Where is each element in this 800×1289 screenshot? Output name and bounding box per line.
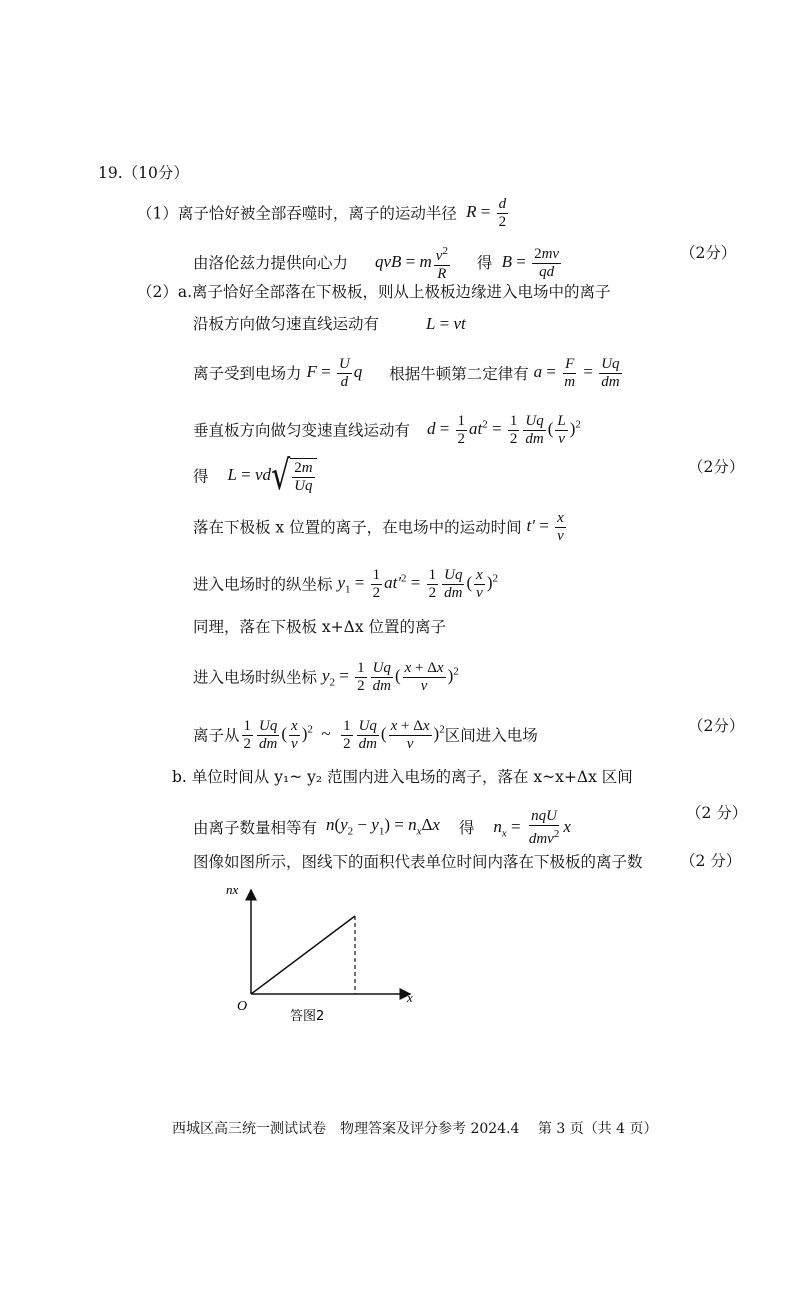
x-axis-label: x [407,990,413,1005]
formula-y1: $y_1$ = $\frac{1}{2}$ $at'^2$ = $\frac{1}{2}$ $\frac{Uq}{dm}$ ( $\frac{x}{v}$ )$^2$ [337,567,498,601]
part2a-label: （2）a. [137,283,193,301]
part2a-text1: 离子恰好全部落在下极板，则从上极板边缘进入电场中的离子 [192,283,611,301]
y-axis-label: nx [226,882,239,897]
formula-L-vt: L = vt [425,314,466,333]
part2a-score1: （2分） [688,458,745,476]
formula-B: B = $\frac{2mv}{qd}$ [501,245,560,280]
formula-d: d = $\frac{1}{2}$ $at^2$ = $\frac{1}{2}$ $\frac{Uq}{dm}$ ( $\frac{L}{v}$ )$^2$ [426,413,581,447]
page-footer: 西城区高三统一测试试卷 物理答案及评分参考 2024.4 第 3 页（共 4 页） [172,1121,658,1137]
part1-line2 [193,243,563,283]
part2a-line1 [137,281,611,302]
nx-line [251,916,355,994]
part1-score: （2分） [680,244,737,262]
part2b-text2: 由离子数量相等有 [193,819,318,837]
part2a-text10: 进入电场时纵坐标 [193,668,318,687]
part1-lorentz-text: 由洛伦兹力提供向心力 [193,254,349,272]
part1-de: 得 [476,254,493,272]
formula-y2: $y_2$ = $\frac{1}{2}$ $\frac{Uq}{dm}$ ( $\frac{x + \Delta x}{v}$ )$^2$ [321,660,459,694]
part2b-line2 [193,808,571,848]
part2a-line6 [193,510,568,545]
part2a-text11a: 离子从 [193,726,240,745]
part2a-text7: 落在下极板 x 位置的离子，在电场中的运动时间 [193,518,522,537]
part2a-text2: 沿板方向做匀速直线运动有 [193,315,380,333]
part1-line1 [137,196,510,231]
part2b-text4: 图像如图所示，图线下的面积代表单位时间内落在下极板的离子数 [193,853,643,871]
part2a-line4 [193,413,581,448]
part2a-score2: （2分） [688,717,745,735]
formula-F: F = $\frac{U}{d}$ q [306,356,363,390]
formula-lorentz: qvB = m $\frac{v^2}{R}$ [374,245,448,282]
question-number: 19.（10分） [98,164,189,182]
part2b-line3 [193,851,643,872]
part2a-line9 [193,660,459,695]
part2a-text9: 同理，落在下极板 x+Δx 位置的离子 [193,618,447,636]
formula-nx: $n_x$ = $\frac{\text{nqU}}{dmv^2}$ x [493,808,571,847]
part2a-text4: 根据牛顿第二定律有 [389,364,529,383]
part2a-line2 [193,313,466,334]
formula-radius: R = $\frac{d}{2}$ [466,196,507,230]
part1-text: 离子恰好被全部吞噬时，离子的运动半径 [177,204,457,223]
part2b-text1: 单位时间从 y₁~ y₂ 范围内进入电场的离子，落在 x~x+Δx 区间 [191,768,633,786]
part2b-line1 [172,766,633,787]
origin-label: O [237,999,248,1014]
part2a-text11b: 区间进入电场 [444,726,538,745]
answer-figure-2 [220,880,430,1030]
part2a-line7 [193,567,498,602]
part2b-score2: （2 分） [680,852,742,870]
part2a-text5: 垂直板方向做匀变速直线运动有 [193,421,411,440]
formula-L-sqrt: L = vd √ $\frac{2m}{Uq}$ [227,465,316,484]
formula-t-prime: t′ = $\frac{x}{v}$ [526,510,564,544]
part2b-label: b. [172,768,187,786]
part2a-line3 [193,356,624,391]
part2a-line8 [193,616,446,637]
part2b-text3: 得 [458,819,475,837]
part2a-line10 [193,718,538,753]
formula-a: a = $\frac{F}{m}$ = $\frac{Uq}{dm}$ [533,356,620,390]
part2a-text8: 进入电场时的纵坐标 [193,575,333,594]
part2a-line5 [193,452,317,500]
figure-caption: 答图2 [290,1009,325,1024]
formula-range: $\frac{1}{2}$ $\frac{Uq}{dm}$ ( $\frac{x}{v}$ )$^2$ ~ $\frac{1}{2}$ $\frac{Uq}{dm}$ ( $\frac{x + \Delta x}{v}$ )$^2$ [243,718,445,752]
part2a-text3: 离子受到电场力 [193,364,302,383]
part2b-score1: （2 分） [686,804,748,822]
formula-n-equal: $n(y_2 - y_1) = n_x\Delta x$ [325,814,440,838]
part1-label: （1） [137,204,178,223]
part2a-text6: 得 [193,467,209,486]
